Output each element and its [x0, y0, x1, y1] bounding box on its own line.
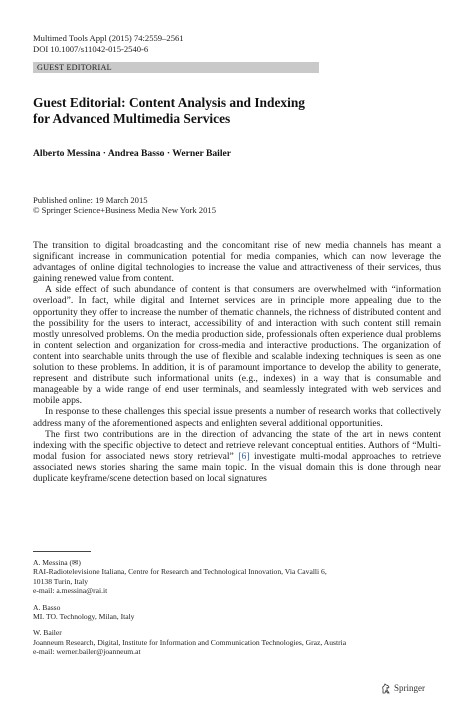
doi-link[interactable]: DOI 10.1007/s11042-015-2540-6: [33, 44, 149, 54]
body-paragraph-2: A side effect of such abundance of content is that consumers are overwhelmed with “information overload”. In fact, while digital and Internet services are in principle more appealing due to the opportunity they offer to increase the number of thematic channels, the richness of distributed content and the possibility for the users to interact, accessibility of and interaction with such content still remain mostly unresolved problems. On the media production side, professionals often experience dual problems in content selection and organization for cross-media and interactive productions. The organization of content into searchable units through the use of flexible and scalable indexing techniques is seen as one solution to these problems. In addition, it is of paramount importance to develop the ability to generate, represent and distribute such informational units (e.g., indexes) in a way that is consumable and manageable by a wide range of end user terminals, and seamlessly integrated with web services and mobile apps.: [33, 284, 441, 407]
affiliation-name: A. Basso: [33, 602, 61, 612]
published-date: Published online: 19 March 2015: [33, 195, 148, 205]
affiliation-line: Joanneum Research, Digital, Institute for Information and Communication Technologies, Graz, Austria: [33, 637, 347, 647]
affiliation-line: MI. TO. Technology, Milan, Italy: [33, 612, 135, 622]
affiliation-email[interactable]: e-mail: a.messina@rai.it: [33, 586, 108, 596]
affiliation-line: 10138 Turin, Italy: [33, 576, 89, 586]
title-line-2: for Advanced Multimedia Services: [33, 111, 231, 126]
springer-horse-icon: [381, 683, 391, 694]
publisher-logo: [381, 683, 425, 694]
publisher-name: Springer: [394, 683, 425, 693]
author-list: Alberto Messina · Andrea Basso · Werner Bailer: [33, 148, 232, 159]
journal-citation: Multimed Tools Appl (2015) 74:2559–2561: [33, 33, 184, 43]
affiliation-name: W. Bailer: [33, 628, 62, 638]
affiliation-basso: [33, 603, 443, 622]
section-label: GUEST EDITORIAL: [37, 63, 112, 72]
publication-info: [33, 195, 216, 215]
paragraph-4-text-b: investigate multi-modal approaches to retrieve associated news stories sharing the same main topic. In the visual domain this is done through near duplicate keyframe/scene detection based on local signatures: [33, 450, 441, 484]
citation-link[interactable]: [6]: [238, 450, 250, 462]
section-band: [33, 62, 319, 73]
body-paragraph-4: [33, 429, 441, 484]
footnote-divider: [33, 551, 91, 552]
affiliation-line: RAI-Radiotelevisione Italiana, Centre for Research and Technological Innovation, Via Cavalli 6,: [33, 567, 327, 577]
copyright-line: © Springer Science+Business Media New York 2015: [33, 205, 216, 215]
affiliation-name: A. Messina (✉): [33, 558, 81, 567]
title-line-1: Guest Editorial: Content Analysis and Indexing: [33, 95, 305, 110]
body-paragraph-1: The transition to digital broadcasting and the concomitant rise of new media channels has meant a significant increase in communication potential for media companies, which can now leverage the advantages of online digital technologies to increase the value and attractiveness of their services, thus gaining renewed value from content.: [33, 240, 441, 285]
affiliation-bailer: [33, 628, 443, 656]
affiliations: [33, 558, 443, 664]
article-body: [33, 240, 441, 484]
affiliation-messina: [33, 558, 443, 596]
affiliation-email[interactable]: e-mail: werner.bailer@joanneum.at: [33, 647, 141, 657]
article-title: [33, 95, 433, 127]
paragraph-4-text-a: The first two contributions are in the direction of advancing the state of the art in news content indexing with the specific objective to detect and retrieve relevant conceptual entities. Authors of “Multi-modal fusion for associated news story retrieval”: [33, 428, 441, 462]
body-paragraph-3: In response to these challenges this special issue presents a number of research works that collectively address many of the aforementioned aspects and enlighten several additional opportunities.: [33, 406, 441, 429]
